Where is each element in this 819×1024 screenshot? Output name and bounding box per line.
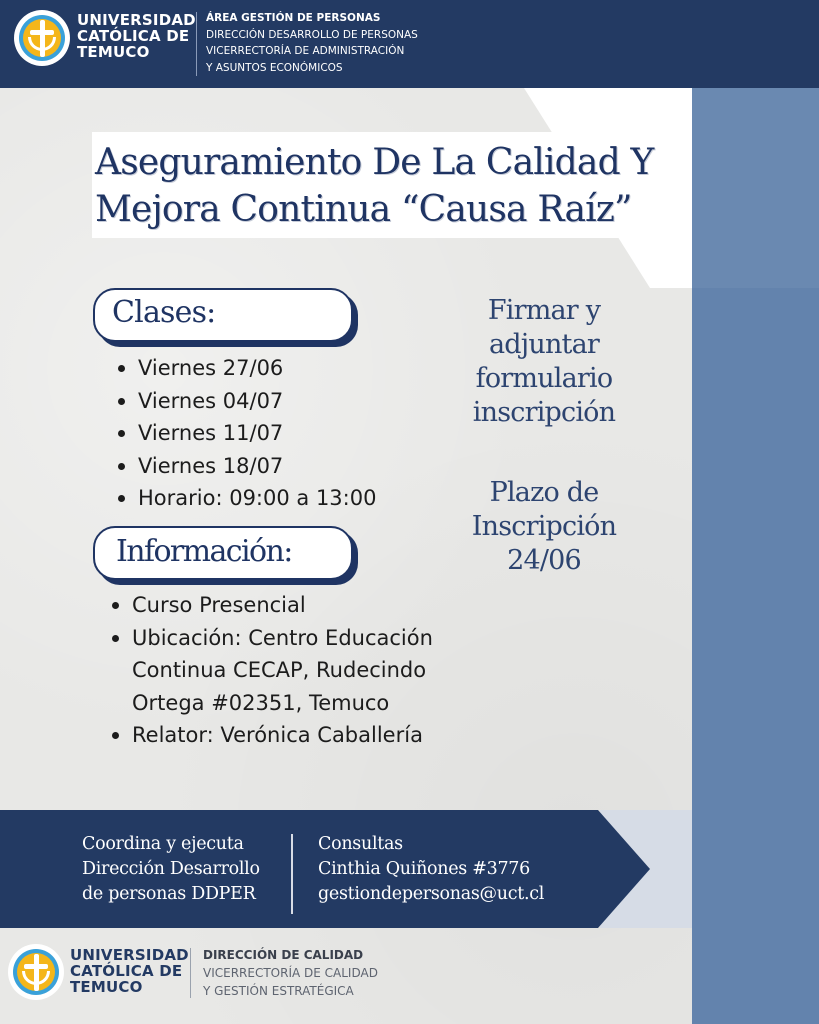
list-item-continuation: Continua CECAP, Rudecindo xyxy=(132,658,427,682)
university-logo-icon xyxy=(14,10,70,66)
list-item: Relator: Verónica Caballería xyxy=(108,719,433,752)
contact-email[interactable]: gestiondepersonas@uct.cl xyxy=(318,884,545,904)
header-divider xyxy=(196,12,197,76)
list-item-continuation: Ortega #02351, Temuco xyxy=(132,690,390,715)
header-university-name: UNIVERSIDAD CATÓLICA DE TEMUCO xyxy=(77,11,196,61)
list-item: Curso Presencial xyxy=(108,589,433,622)
list-item: Viernes 18/07 xyxy=(114,450,376,483)
list-item: Horario: 09:00 a 13:00 xyxy=(114,482,376,515)
banner-divider xyxy=(291,834,293,914)
plazo-note: Plazo de Inscripción 24/06 xyxy=(471,477,617,576)
informacion-heading: Información: xyxy=(116,534,292,569)
banner-coordina: Coordina y ejecuta Dirección Desarrollo de personas DDPER xyxy=(82,834,260,904)
clases-heading: Clases: xyxy=(112,295,216,330)
banner-consultas: Consultas Cinthia Quiñones #3776 gestiondepersonas@uct.cl xyxy=(318,832,544,907)
footer-unit-info: DIRECCIÓN DE CALIDAD VICERRECTORÍA DE CALIDAD Y GESTIÓN ESTRATÉGICA xyxy=(203,948,378,998)
header-area-title: ÁREA GESTIÓN DE PERSONAS xyxy=(206,12,381,24)
header-area-info: ÁREA GESTIÓN DE PERSONAS DIRECCIÓN DESARROLLO DE PERSONAS VICERRECTORÍA DE ADMINISTRACIÓN Y ASUNTOS ECONÓMICOS xyxy=(206,12,418,74)
clases-list xyxy=(114,352,376,515)
informacion-list xyxy=(108,589,433,752)
list-item: Ubicación: Centro Educación xyxy=(108,622,433,655)
right-accent-column-top xyxy=(692,88,819,288)
footer-divider xyxy=(190,948,191,998)
firmar-note: Firmar y adjuntar formulario inscripción xyxy=(472,295,616,428)
list-item: Viernes 27/06 xyxy=(114,352,376,385)
page-title: Aseguramiento De La Calidad Y Mejora Continua “Causa Raíz” xyxy=(95,142,654,230)
footer-university-logo-icon xyxy=(8,944,64,1000)
list-item: Viernes 04/07 xyxy=(114,385,376,418)
footer-unit-title: DIRECCIÓN DE CALIDAD xyxy=(203,948,364,962)
list-item: Viernes 11/07 xyxy=(114,417,376,450)
footer-university-name: UNIVERSIDAD CATÓLICA DE TEMUCO xyxy=(70,946,189,996)
